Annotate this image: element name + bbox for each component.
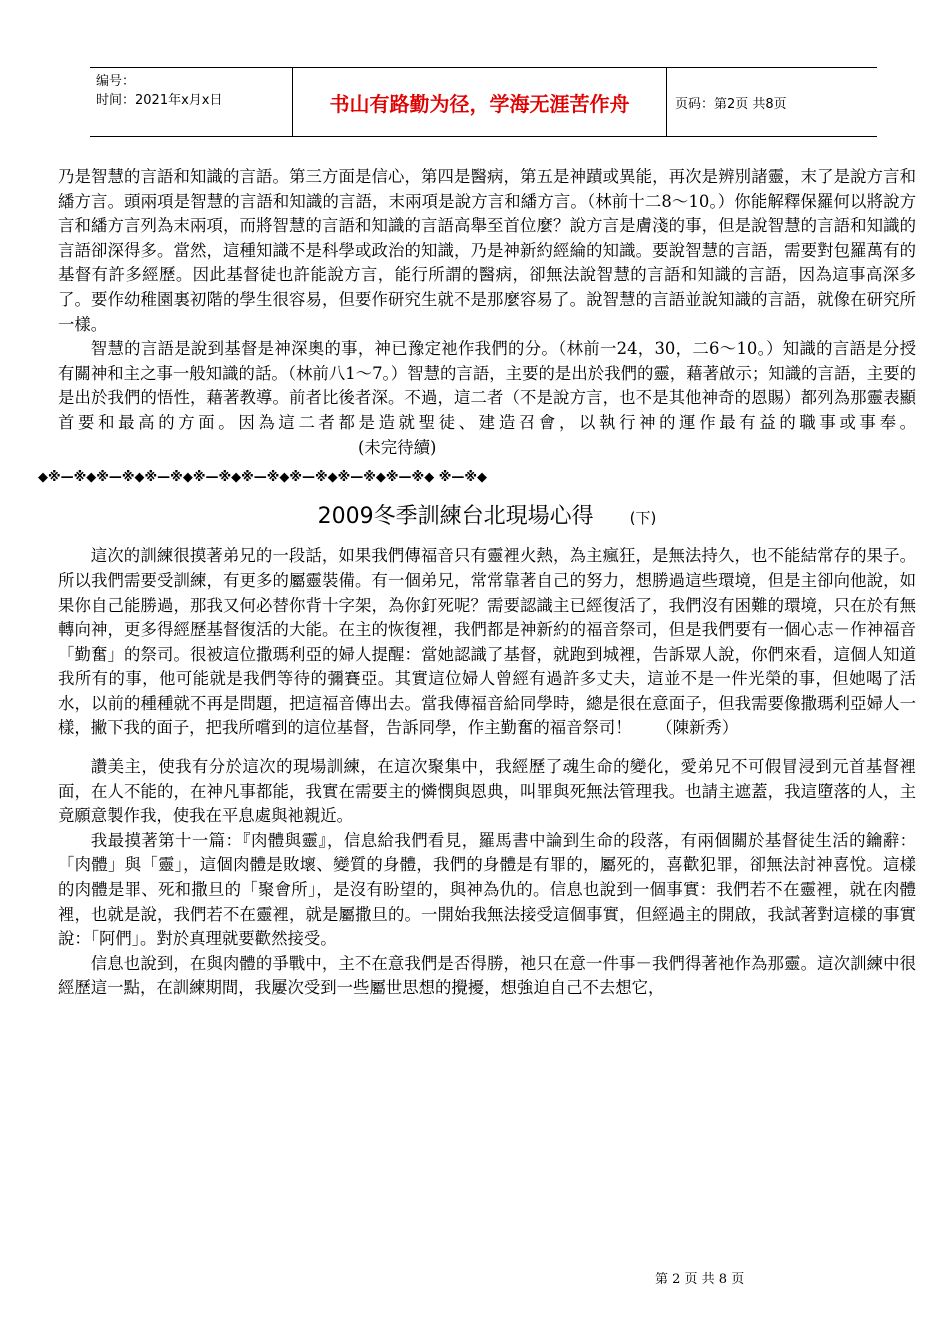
- article2-paragraph-3: 我最摸著第十一篇：『肉體與靈』，信息給我們看見，羅馬書中論到生命的段落，有兩個關於基督徒生活的鑰辭：「肉體」與「靈」，這個肉體是敗壞、變質的身體，我們的身體是有罪的，屬死的，喜歡犯罪，卻無法討神喜悅。這樣的肉體是罪、死和撒旦的「聚會所」，是沒有盼望的，與神為仇的。信息也說到一個事實：我們若不在靈裡，就在肉體裡，也就是說，我們若不在靈裡，就是屬撒旦的。一開始我無法接受這個事實，但經過主的開啟，我試著對這樣的事實說：「阿們」。對於真理就要歡然接受。: [58, 830, 916, 949]
- article2-title: [58, 505, 916, 531]
- page-footer: 第 2 页 共 8 页: [655, 1272, 745, 1287]
- header-page-info: 页码：第2页 共8页: [675, 96, 787, 112]
- to-be-continued-note: (未完待續): [358, 437, 437, 457]
- article2-paragraph-2: 讚美主，使我有分於這次的現場訓練，在這次聚集中，我經歷了魂生命的變化，愛弟兄不可假冒浸到元首基督裡面，在人不能的，在神凡事都能，我實在需要主的憐憫與恩典，叫罪與死無法管理我。也請主遮蓋，我這墮落的人，主竟願意製作我，使我在平息處與祂親近。: [58, 757, 916, 826]
- article2-title-text: 2009冬季訓練台北現場心得: [317, 503, 594, 529]
- time-label: 时间：2021年x月x日: [96, 93, 223, 108]
- document-body: [38, 165, 916, 1001]
- article2-paragraph-4: 信息也說到，在與肉體的爭戰中，主不在意我們是否得勝，祂只在意一件事－我們得著祂作為那靈。這次訓練中很經歷這一點，在訓練期間，我屢次受到一些屬世思想的攪擾，想強迫自己不去想它，: [58, 953, 916, 998]
- article1-paragraph-2-text: 智慧的言語是說到基督是神深奧的事，神已豫定祂作我們的分。（林前一24，30，二6～10。）知識的言語是分授有關神和主之事一般知識的話。（林前八1～7。）智慧的言語，主要的是出於我們的靈，藉著啟示；知識的言語，主要的是出於我們的悟性，藉著教導。前者比後者深。不過，這二者（不是說方言，也不是其他神奇的恩賜）都列為那靈表顯首要和最高的方面。因為這二者都是造就聖徒、建造召會，以執行神的運作最有益的職事或事奉。: [58, 339, 916, 432]
- number-label: 编号：: [96, 74, 136, 89]
- header-meta: [90, 68, 293, 136]
- page-header: [90, 67, 877, 137]
- paragraph-gap: [58, 741, 916, 755]
- article2-paragraph-1: 這次的訓練很摸著弟兄的一段話，如果我們傳福音只有靈裡火熱，為主瘋狂，是無法持久，也不能結常存的果子。所以我們需要受訓練，有更多的屬靈裝備。有一個弟兄，常常靠著自己的努力，想勝過這些環境，但是主卻向他說，如果你自己能勝過，那我又何必替你背十字架，為你釘死呢？需要認識主已經復活了，我們沒有困難的環境，只在於有無轉向神，更多得經歷基督復活的大能。在主的恢復裡，我們都是神新約的福音祭司，但是我們要有一個心志－作神福音「勤奮」的祭司。很被這位撒瑪利亞的婦人提醒：當她認識了基督，就跑到城裡，告訴眾人說，你們來看，這個人知道我所有的事，他可能就是我們等待的彌賽亞。其實這位婦人曾經有過許多丈夫，這並不是一件光榮的事，但她喝了活水，以前的種種就不再是問題，把這福音傳出去。當我傳福音給同學時，總是很在意面子，但我需要像撒瑪利亞婦人一樣，撇下我的面子，把我所嚐到的這位基督，告訴同學，作主勤奮的福音祭司！ （陳新秀）: [58, 546, 916, 738]
- article1-paragraph-2: [58, 337, 916, 460]
- article2-title-suffix: (下): [629, 508, 657, 527]
- article1-paragraph-1: 乃是智慧的言語和知識的言語。第三方面是信心，第四是醫病，第五是神蹟或異能，再次是辨別諸靈，末了是說方言和繙方言。頭兩項是智慧的言語和知識的言語，末兩項是說方言和繙方言。（林前十二8～10。）你能解釋保羅何以將說方言和繙方言列為末兩項，而將智慧的言語和知識的言語高舉至首位麼？說方言是膚淺的事，但是說智慧的言語和知識的言語卻深得多。當然，這種知識不是科學或政治的知識，乃是神新約經綸的知識。要說智慧的言語，需要對包羅萬有的基督有許多經歷。因此基督徒也許能說方言，能行所謂的醫病，卻無法說智慧的言語和知識的言語，因為這事高深多了。要作幼稚園裏初階的學生很容易，但要作研究生就不是那麼容易了。說智慧的言語並說知識的言語，就像在研究所一樣。: [58, 167, 916, 334]
- header-motto: 书山有路勤为径，学海无涯苦作舟: [293, 68, 667, 136]
- section-divider: ◆※—※◆※—※◆※—※◆※—※◆※—※◆※—※◆※—※◆※—※◆ ※—※◆: [38, 470, 487, 486]
